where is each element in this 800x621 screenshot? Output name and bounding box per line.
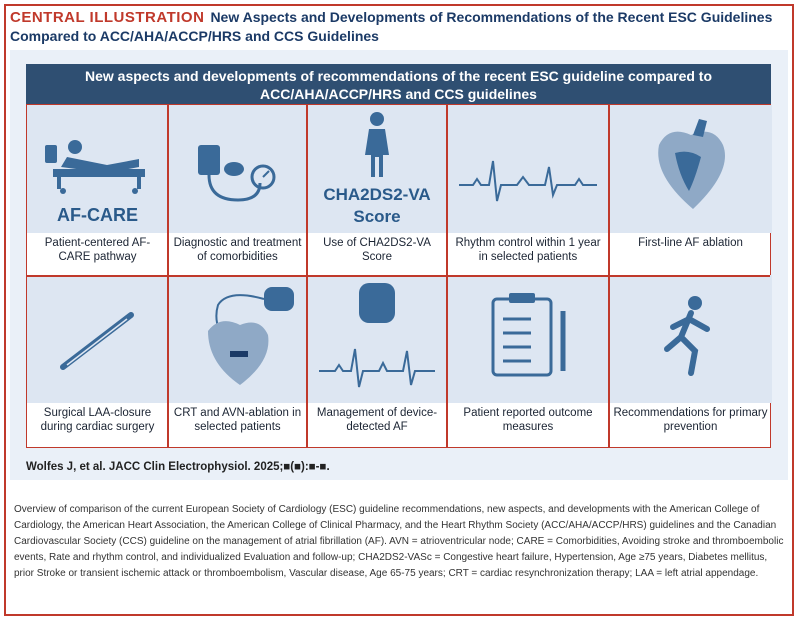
- cell-caption: First-line AF ablation: [638, 237, 743, 249]
- citation: Wolfes J, et al. JACC Clin Electrophysiol. 2025;■(■):■-■.: [26, 461, 330, 473]
- cell-patient-outcomes: [447, 275, 609, 447]
- cell-caption: Management of device-detected AF: [316, 407, 438, 433]
- clipboard-checklist-icon: [447, 275, 609, 403]
- cell-comorbidities: [168, 105, 307, 275]
- af-care-label: AF-CARE: [57, 205, 138, 225]
- ecg-rhythm-icon: [447, 105, 609, 233]
- score-label-1: CHA2DS2-VA: [323, 185, 431, 204]
- cell-caption: Patient reported outcome measures: [463, 407, 593, 433]
- banner-title: New aspects and developments of recommendations of the recent ESC guideline compared to ACC/AHA/ACCP/HRS and CCS guidelines: [26, 64, 771, 104]
- figure-title: New Aspects and Developments of Recommendations of the Recent ESC Guidelines Compared to ACC/AHA/ACCP/HRS and CCS Guidelines: [10, 9, 773, 44]
- heart-anatomy-icon: [609, 105, 772, 233]
- cell-caption: Surgical LAA-closure during cardiac surgery: [40, 407, 155, 433]
- cell-device-af: [307, 275, 447, 447]
- cell-laa-closure: [27, 275, 168, 447]
- cell-primary-prevention: [609, 275, 772, 447]
- cell-caption: Use of CHA2DS2-VA Score: [323, 237, 431, 263]
- cell-cha2ds2-va: [307, 105, 447, 275]
- cell-caption: Recommendations for primary prevention: [613, 407, 768, 433]
- pacemaker-heart-icon: [168, 275, 307, 403]
- device-ecg-icon: [307, 275, 447, 403]
- cell-rhythm-control: [447, 105, 609, 275]
- runner-icon: [609, 275, 772, 403]
- grid-divider: [27, 275, 770, 277]
- footnote: Overview of comparison of the current European Society of Cardiology (ESC) guideline recommendations, new aspects, and developments with the American College of Cardiology, the American Heart Association, the American College of Clinical Pharmacy, and the Heart Rhythm Society (ACC/AHA/ACCP/HRS) guidelines and the Canadian Cardiovascular Society (CCS) guideline on the management of atrial fibrillation (AF). AVN = atrioventricular node; CARE = Comorbidities, Avoiding stroke and thromboembolic events, Rate and rhythm control, and individualized Evaluation and follow-up; CHA2DS2-VASc = Congestive heart failure, Hypertension, Age ≥75 years, Diabetes mellitus, prior Stroke or transient ischemic attack or thromboembolism, Vascular disease, Age 65-75 years; CRT = cardiac resynchronization therapy; LAA = left atrial appendage.: [14, 504, 784, 579]
- recommendation-grid: [26, 104, 771, 448]
- cell-af-ablation: [609, 105, 772, 275]
- cell-crt-avn: [168, 275, 307, 447]
- cell-caption: Rhythm control within 1 year in selected patients: [455, 237, 601, 263]
- hospital-bed-icon: [27, 105, 168, 233]
- score-label-2: Score: [353, 207, 401, 226]
- cell-caption: Diagnostic and treatment of comorbidities: [173, 237, 302, 263]
- figure-header: [10, 8, 790, 45]
- cell-caption: Patient-centered AF-CARE pathway: [44, 237, 151, 263]
- central-illustration-tag: CENTRAL ILLUSTRATION: [10, 9, 205, 26]
- cell-caption: CRT and AVN-ablation in selected patients: [173, 407, 302, 433]
- cell-af-care: [27, 105, 168, 275]
- woman-figure-icon: [307, 105, 447, 233]
- surgical-clip-icon: [27, 275, 168, 403]
- blood-pressure-monitor-icon: [168, 105, 307, 233]
